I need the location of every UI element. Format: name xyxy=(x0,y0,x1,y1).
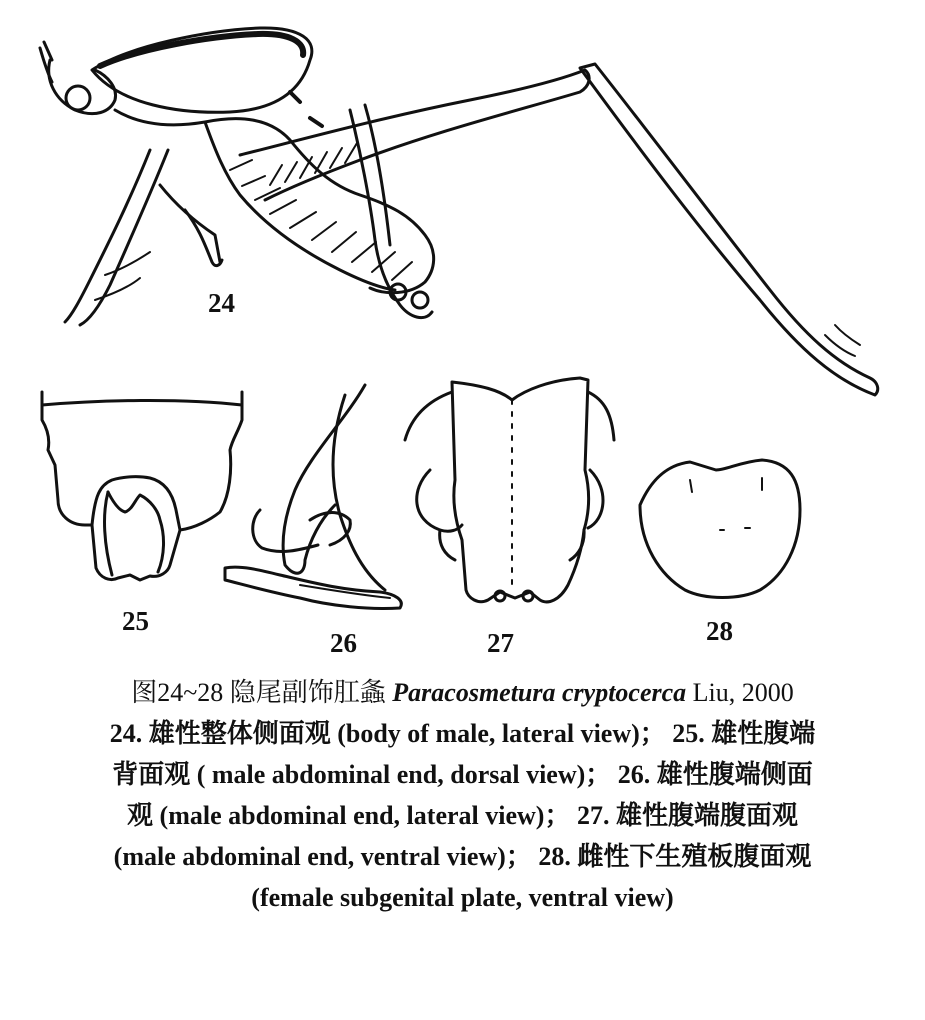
fig-26-drawing xyxy=(225,385,401,609)
fig-24-drawing xyxy=(40,28,878,395)
caption-line-6: (female subgenital plate, ventral view) xyxy=(251,883,674,912)
fig-24-label: 24 xyxy=(208,288,235,318)
fig-26-label: 26 xyxy=(330,628,357,658)
fig-28-drawing xyxy=(640,460,800,598)
caption-authority: Liu, 2000 xyxy=(692,678,794,707)
caption-line-4: 观 (male abdominal end, lateral view)； 27. 雄性腹端腹面观 xyxy=(127,801,798,830)
caption-species-name: Paracosmetura cryptocerca xyxy=(392,678,687,707)
caption-line-3: 背面观 ( male abdominal end, dorsal view)； 26. 雄性腹端侧面 xyxy=(112,760,813,789)
figure-caption xyxy=(20,672,905,918)
fig-25-label: 25 xyxy=(122,606,149,636)
fig-27-label: 27 xyxy=(487,628,514,658)
caption-line-5: (male abdominal end, ventral view)； 28. 雌性下生殖板腹面观 xyxy=(113,842,812,871)
caption-title-line xyxy=(20,672,905,713)
fig-27-drawing xyxy=(405,378,614,602)
caption-title-prefix: 图24~28 隐尾副饰肛螽 xyxy=(131,678,386,707)
fig-28-label: 28 xyxy=(706,616,733,646)
fig-25-drawing xyxy=(42,392,242,580)
caption-line-2: 24. 雄性整体侧面观 (body of male, lateral view)； 25. 雄性腹端 xyxy=(109,719,816,748)
